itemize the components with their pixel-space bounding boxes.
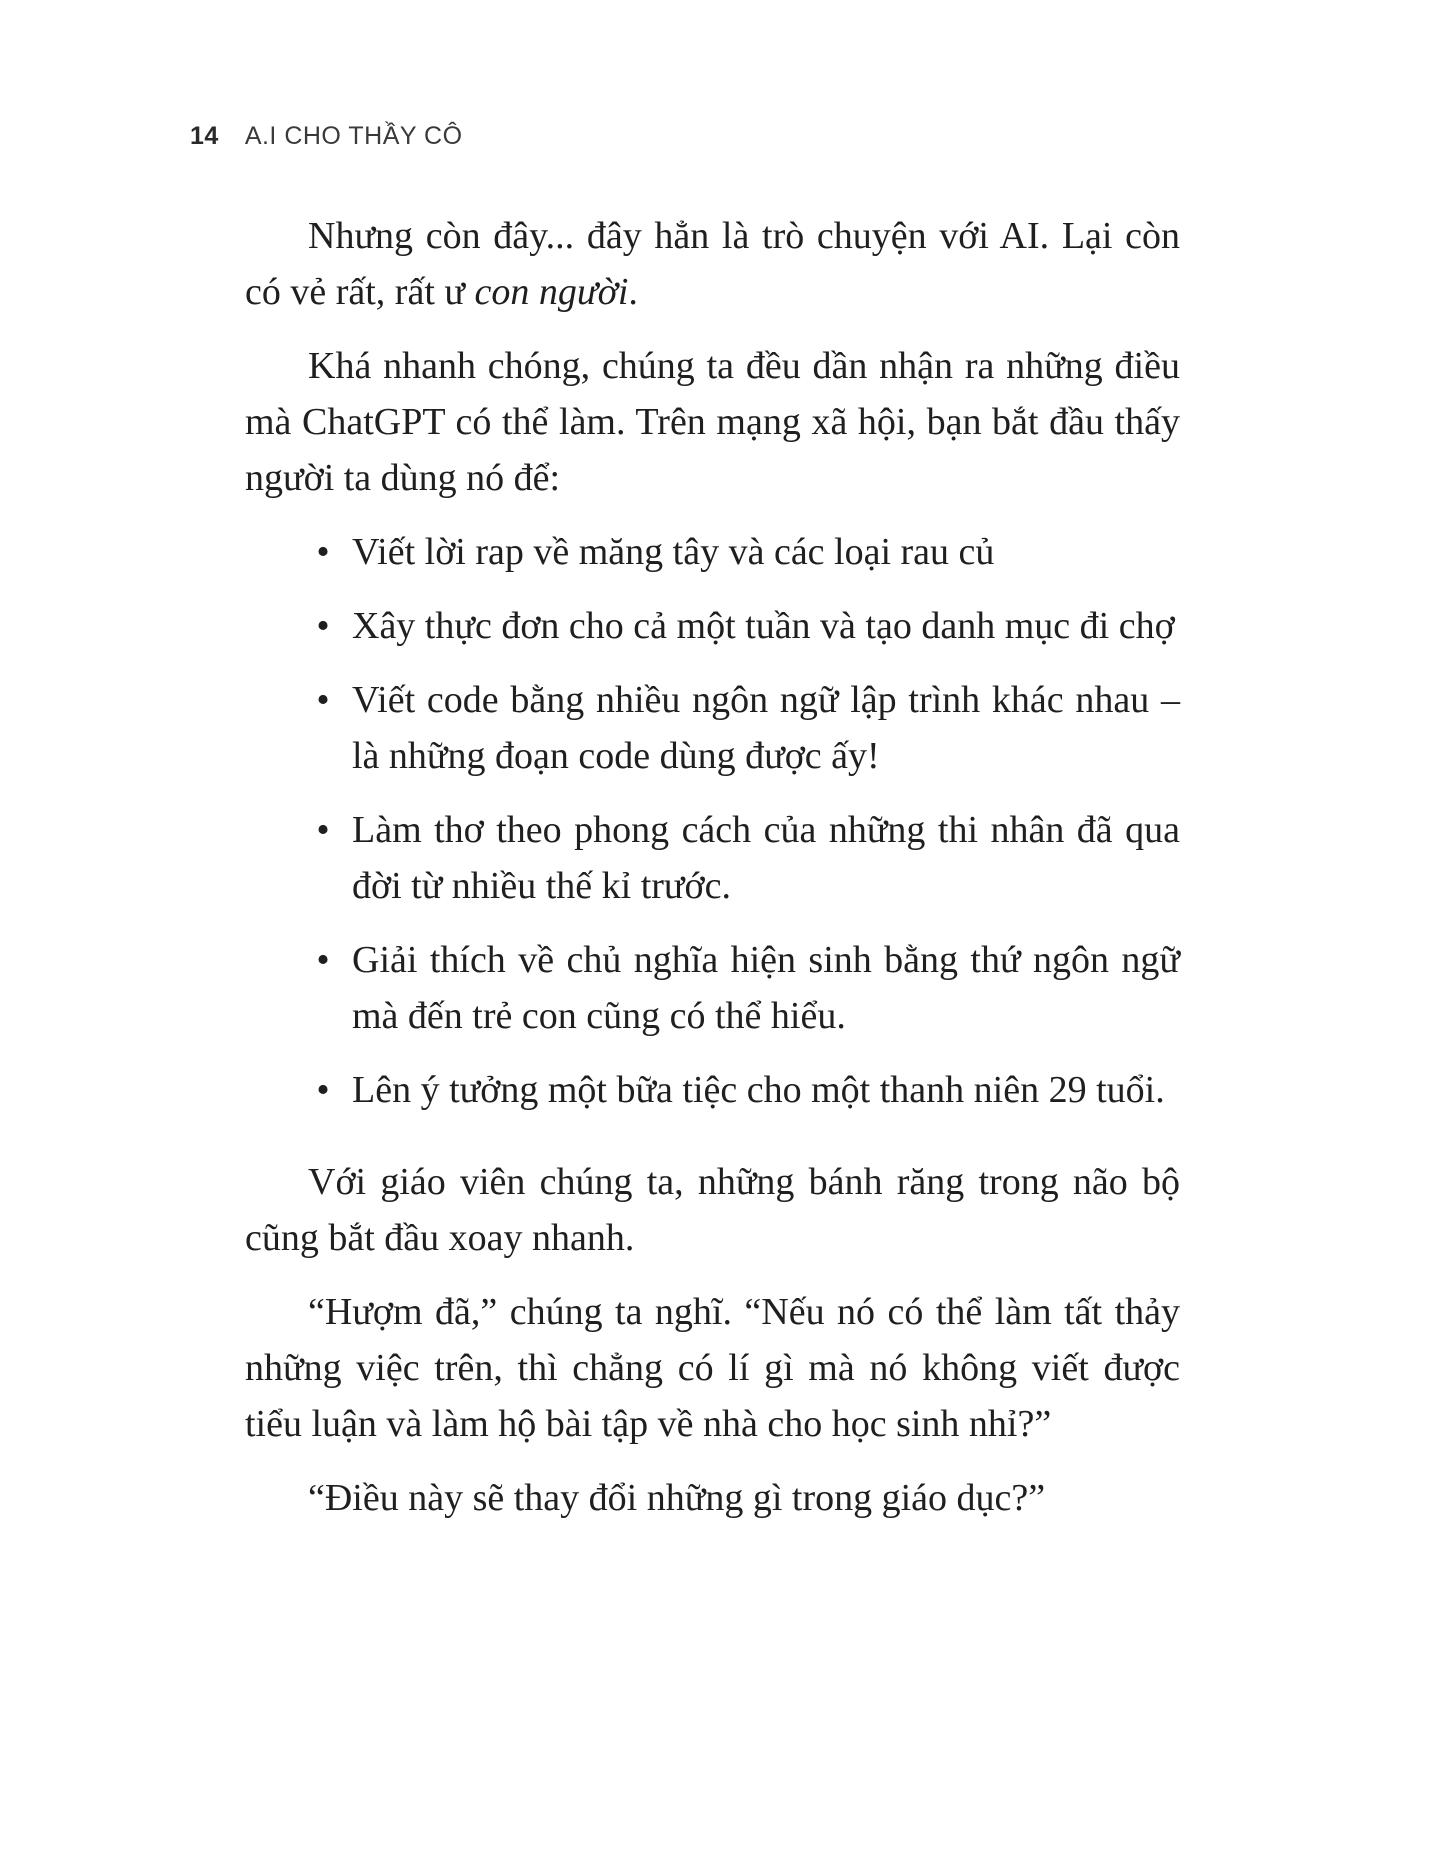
- paragraph-3: Với giáo viên chúng ta, những bánh răng trong não bộ cũng bắt đầu xoay nhanh.: [245, 1161, 1180, 1259]
- list-item-text: Viết lời rap về măng tây và các loại rau củ: [352, 531, 995, 573]
- paragraph-2: Khá nhanh chóng, chúng ta đều dần nhận ra những điều mà ChatGPT có thể làm. Trên mạng xã hội, bạn bắt đầu thấy người ta dùng nó để:: [245, 345, 1180, 499]
- list-item-text: Làm thơ theo phong cách của những thi nhân đã qua đời từ nhiều thế kỉ trước.: [352, 809, 1180, 907]
- list-item: [308, 672, 1180, 784]
- list-item: [308, 932, 1180, 1044]
- bullet-list: [245, 524, 1180, 1118]
- bullet-icon: •: [316, 1069, 330, 1111]
- bullet-icon: •: [316, 605, 330, 647]
- paragraph-1: [245, 208, 1180, 320]
- bullet-icon: •: [316, 939, 330, 981]
- book-title: A.I CHO THẦY CÔ: [244, 122, 463, 150]
- paragraph-5: “Điều này sẽ thay đổi những gì trong giáo dục?”: [308, 1477, 1046, 1519]
- bullet-icon: •: [316, 679, 330, 721]
- paragraph-4: “Hượm đã,” chúng ta nghĩ. “Nếu nó có thể làm tất thảy những việc trên, thì chẳng có lí gì mà nó không viết được tiểu luận và làm hộ bài tập về nhà cho học sinh nhỉ?”: [245, 1291, 1180, 1445]
- bullet-icon: •: [316, 809, 330, 851]
- body-text: [245, 208, 1180, 1544]
- paragraph-1-end: .: [628, 271, 638, 313]
- bullet-icon: •: [316, 531, 330, 573]
- list-item-text: Viết code bằng nhiều ngôn ngữ lập trình khác nhau – là những đoạn code dùng được ấy!: [352, 679, 1180, 777]
- list-item: [308, 598, 1180, 654]
- paragraph-1-text: Nhưng còn đây... đây hẳn là trò chuyện với AI. Lại còn có vẻ rất, rất ư: [245, 215, 1180, 313]
- list-item-text: Lên ý tưởng một bữa tiệc cho một thanh niên 29 tuổi.: [352, 1069, 1165, 1111]
- list-item: [308, 1062, 1180, 1118]
- list-item-text: Xây thực đơn cho cả một tuần và tạo danh mục đi chợ: [352, 605, 1175, 647]
- running-header: [190, 122, 463, 151]
- paragraph-1-italic: con người: [474, 271, 629, 313]
- list-item: [308, 802, 1180, 914]
- page-number: 14: [190, 122, 219, 150]
- list-item-text: Giải thích về chủ nghĩa hiện sinh bằng thứ ngôn ngữ mà đến trẻ con cũng có thể hiểu.: [352, 939, 1180, 1037]
- list-item: [308, 524, 1180, 580]
